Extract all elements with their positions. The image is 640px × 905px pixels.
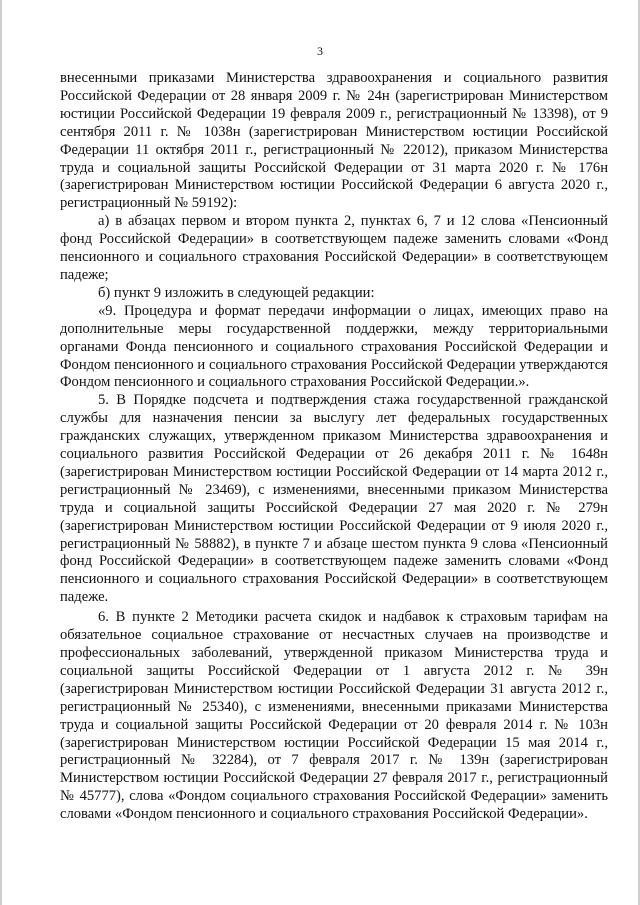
paragraph-item-5: 5. В Порядке подсчета и подтверждения стажа государственной гражданской службы для назначения пенсии за выслугу лет федеральных государственных гражданских служащих, утвержденном приказом Министерства здравоохранения и социального развития Российской Федерации от 26 декабря 2011 г. № 1648н (зарегистрирован Министерством юстиции Российской Федерации от 14 марта 2012 г., регистрационный № 23469), с изменениями, внесенными приказом Министерства труда и социальной защиты Российской Федерации 27 мая 2020 г. № 279н (зарегистрирован Министерством юстиции Российской Федерации от 9 июля 2020 г., регистрационный № 58882), в пункте 7 и абзаце шестом пункта 9 слова «Пенсионный фонд Российской Федерации» в соответствующем падеже заменить словами «Фонд пенсионного и социального страхования Российской Федерации» в соответствующем падеже. <box>60 392 608 606</box>
paragraph-item-a: а) в абзацах первом и втором пункта 2, пунктах 6, 7 и 12 слова «Пенсионный фонд Российской Федерации» в соответствующем падеже заменить словами «Фонд пенсионного и социального страхования Российской Федерации» в соответствующем падеже; <box>60 213 608 283</box>
paragraph-item-9-quote: «9. Процедура и формат передачи информации о лицах, имеющих право на дополнительные меры государственной поддержки, между территориальными органами Фонда пенсионного и социального страхования Российской Федерации и Фондом пенсионного и социального страхования Российской Федерации утверждаются Фондом пенсионного и социального страхования Российской Федерации.». <box>60 302 608 391</box>
paragraph-item-6: 6. В пункте 2 Методики расчета скидок и надбавок к страховым тарифам на обязательное социальное страхование от несчастных случаев на производстве и профессиональных заболеваний, утвержденной приказом Министерства труда и социальной защиты Российской Федерации от 1 августа 2012 г. № 39н (зарегистрирован Министерством юстиции Российской Федерации 31 августа 2012 г., регистрационный № 25340), с изменениями, внесенными приказами Министерства труда и социальной защиты Российской Федерации от 20 февраля 2014 г. № 103н (зарегистрирован Министерством юстиции Российской Федерации 15 мая 2014 г., регистрационный № 32284), от 7 февраля 2017 г. № 139н (зарегистрирован Министерством юстиции Российской Федерации 27 февраля 2017 г., регистрационный № 45777), слова «Фондом социального страхования Российской Федерации» заменить словами «Фондом пенсионного и социального страхования Российской Федерации». <box>60 609 608 823</box>
paragraph-item-b: б) пункт 9 изложить в следующей редакции: <box>98 284 375 301</box>
paragraph-continuation: внесенными приказами Министерства здравоохранения и социального развития Российской Федерации от 28 января 2009 г. № 24н (зарегистрирован Министерством юстиции Российской Федерации 19 февраля 2009 г., регистрационный № 13398), от 9 сентября 2011 г. № 1038н (зарегистрирован Министерством юстиции Российской Федерации 11 октября 2011 г., регистрационный № 22012), приказом Министерства труда и социальной защиты Российской Федерации от 31 марта 2020 г. № 176н (зарегистрирован Министерством юстиции Российской Федерации 6 августа 2020 г., регистрационный № 59192): <box>60 70 608 212</box>
page-number: 3 <box>317 44 323 58</box>
document-body <box>60 70 608 824</box>
